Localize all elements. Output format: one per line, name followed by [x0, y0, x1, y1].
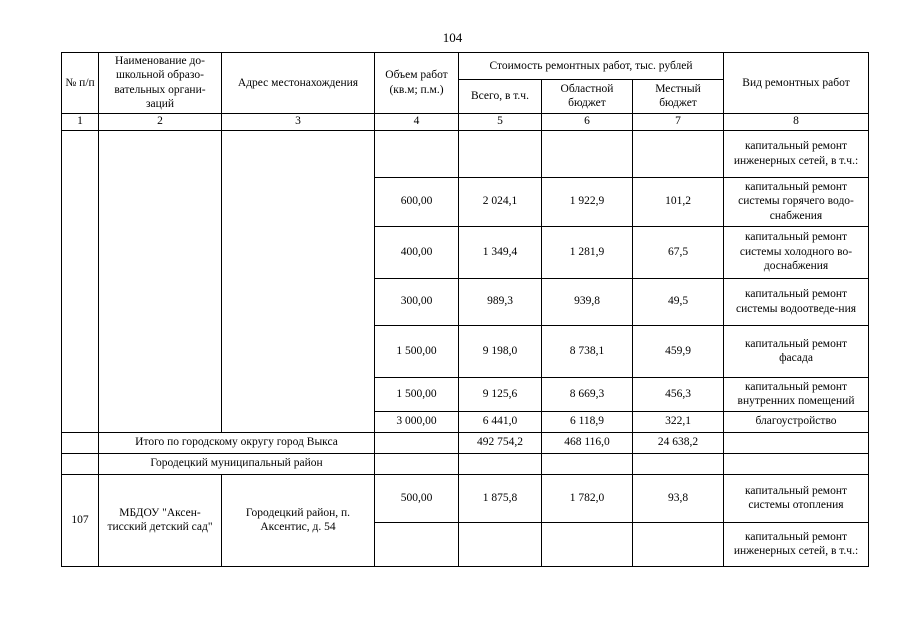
number-cell-empty	[62, 130, 99, 432]
header-address: Адрес местонахождения	[222, 53, 375, 114]
total-cell: 6 441,0	[459, 411, 542, 432]
subtotal-label: Итого по городскому округу город Выкса	[99, 432, 375, 453]
subtotal-local: 24 638,2	[633, 432, 724, 453]
total-cell: 989,3	[459, 278, 542, 325]
total-cell	[459, 453, 542, 474]
header-cost-group: Стоимость ремонтных работ, тыс. рублей	[459, 53, 724, 80]
regional-cell: 1 922,9	[542, 177, 633, 226]
work-type-cell: капитальный ремонт фасада	[724, 325, 869, 377]
work-type-cell	[724, 432, 869, 453]
total-cell: 1 875,8	[459, 474, 542, 522]
header-row-1	[62, 53, 869, 80]
header-regional-budget: Областной бюджет	[542, 80, 633, 113]
volume-cell: 600,00	[375, 177, 459, 226]
local-cell: 49,5	[633, 278, 724, 325]
volume-cell: 400,00	[375, 226, 459, 278]
volume-cell	[375, 130, 459, 177]
organization-address: Городецкий район, п. Аксентис, д. 54	[222, 474, 375, 566]
organization-cell-empty	[99, 130, 222, 432]
local-cell: 459,9	[633, 325, 724, 377]
regional-cell: 8 669,3	[542, 377, 633, 411]
number-cell-empty	[62, 453, 99, 474]
work-type-cell: капитальный ремонт инженерных сетей, в т.ч.:	[724, 130, 869, 177]
header-volume: Объем работ (кв.м; п.м.)	[375, 53, 459, 114]
repair-works-table	[61, 52, 869, 567]
header-organization-name: Наименование до-школьной образо-вательных органи-заций	[99, 53, 222, 114]
header-number: № п/п	[62, 53, 99, 114]
work-type-cell	[724, 453, 869, 474]
column-number: 2	[99, 113, 222, 130]
work-type-cell: капитальный ремонт системы отопления	[724, 474, 869, 522]
local-cell	[633, 453, 724, 474]
page-number: 104	[442, 30, 463, 45]
total-cell	[459, 130, 542, 177]
column-numbers-row	[62, 113, 869, 130]
local-cell: 93,8	[633, 474, 724, 522]
entry-number: 107	[62, 474, 99, 566]
column-number: 6	[542, 113, 633, 130]
volume-cell: 500,00	[375, 474, 459, 522]
regional-cell	[542, 522, 633, 566]
volume-cell	[375, 453, 459, 474]
work-type-cell: капитальный ремонт системы водоотведе-ния	[724, 278, 869, 325]
header-work-type: Вид ремонтных работ	[724, 53, 869, 114]
total-cell: 9 198,0	[459, 325, 542, 377]
local-cell: 456,3	[633, 377, 724, 411]
work-type-cell: капитальный ремонт внутренних помещений	[724, 377, 869, 411]
local-cell	[633, 130, 724, 177]
regional-cell: 1 782,0	[542, 474, 633, 522]
column-number: 5	[459, 113, 542, 130]
total-cell: 2 024,1	[459, 177, 542, 226]
district-row	[62, 453, 869, 474]
volume-cell: 1 500,00	[375, 377, 459, 411]
local-cell	[633, 522, 724, 566]
header-local-budget: Местный бюджет	[633, 80, 724, 113]
regional-cell: 8 738,1	[542, 325, 633, 377]
number-cell-empty	[62, 432, 99, 453]
volume-cell	[375, 522, 459, 566]
subtotal-total: 492 754,2	[459, 432, 542, 453]
column-number: 1	[62, 113, 99, 130]
address-cell-empty	[222, 130, 375, 432]
total-cell	[459, 522, 542, 566]
local-cell: 101,2	[633, 177, 724, 226]
table-row	[62, 474, 869, 522]
subtotal-regional: 468 116,0	[542, 432, 633, 453]
regional-cell	[542, 130, 633, 177]
column-number: 3	[222, 113, 375, 130]
local-cell: 67,5	[633, 226, 724, 278]
regional-cell: 6 118,9	[542, 411, 633, 432]
work-type-cell: капитальный ремонт инженерных сетей, в т.ч.:	[724, 522, 869, 566]
column-number: 7	[633, 113, 724, 130]
volume-cell	[375, 432, 459, 453]
volume-cell: 300,00	[375, 278, 459, 325]
work-type-cell: благоустройство	[724, 411, 869, 432]
district-label: Городецкий муниципальный район	[99, 453, 375, 474]
local-cell: 322,1	[633, 411, 724, 432]
total-cell: 9 125,6	[459, 377, 542, 411]
volume-cell: 1 500,00	[375, 325, 459, 377]
total-cell: 1 349,4	[459, 226, 542, 278]
work-type-cell: капитальный ремонт системы холодного во-доснабжения	[724, 226, 869, 278]
volume-cell: 3 000,00	[375, 411, 459, 432]
table-row	[62, 130, 869, 177]
subtotal-row	[62, 432, 869, 453]
organization-name: МБДОУ "Аксен-тисский детский сад"	[99, 474, 222, 566]
work-type-cell: капитальный ремонт системы горячего водо-снабжения	[724, 177, 869, 226]
column-number: 8	[724, 113, 869, 130]
regional-cell: 939,8	[542, 278, 633, 325]
header-total: Всего, в т.ч.	[459, 80, 542, 113]
regional-cell: 1 281,9	[542, 226, 633, 278]
regional-cell	[542, 453, 633, 474]
column-number: 4	[375, 113, 459, 130]
